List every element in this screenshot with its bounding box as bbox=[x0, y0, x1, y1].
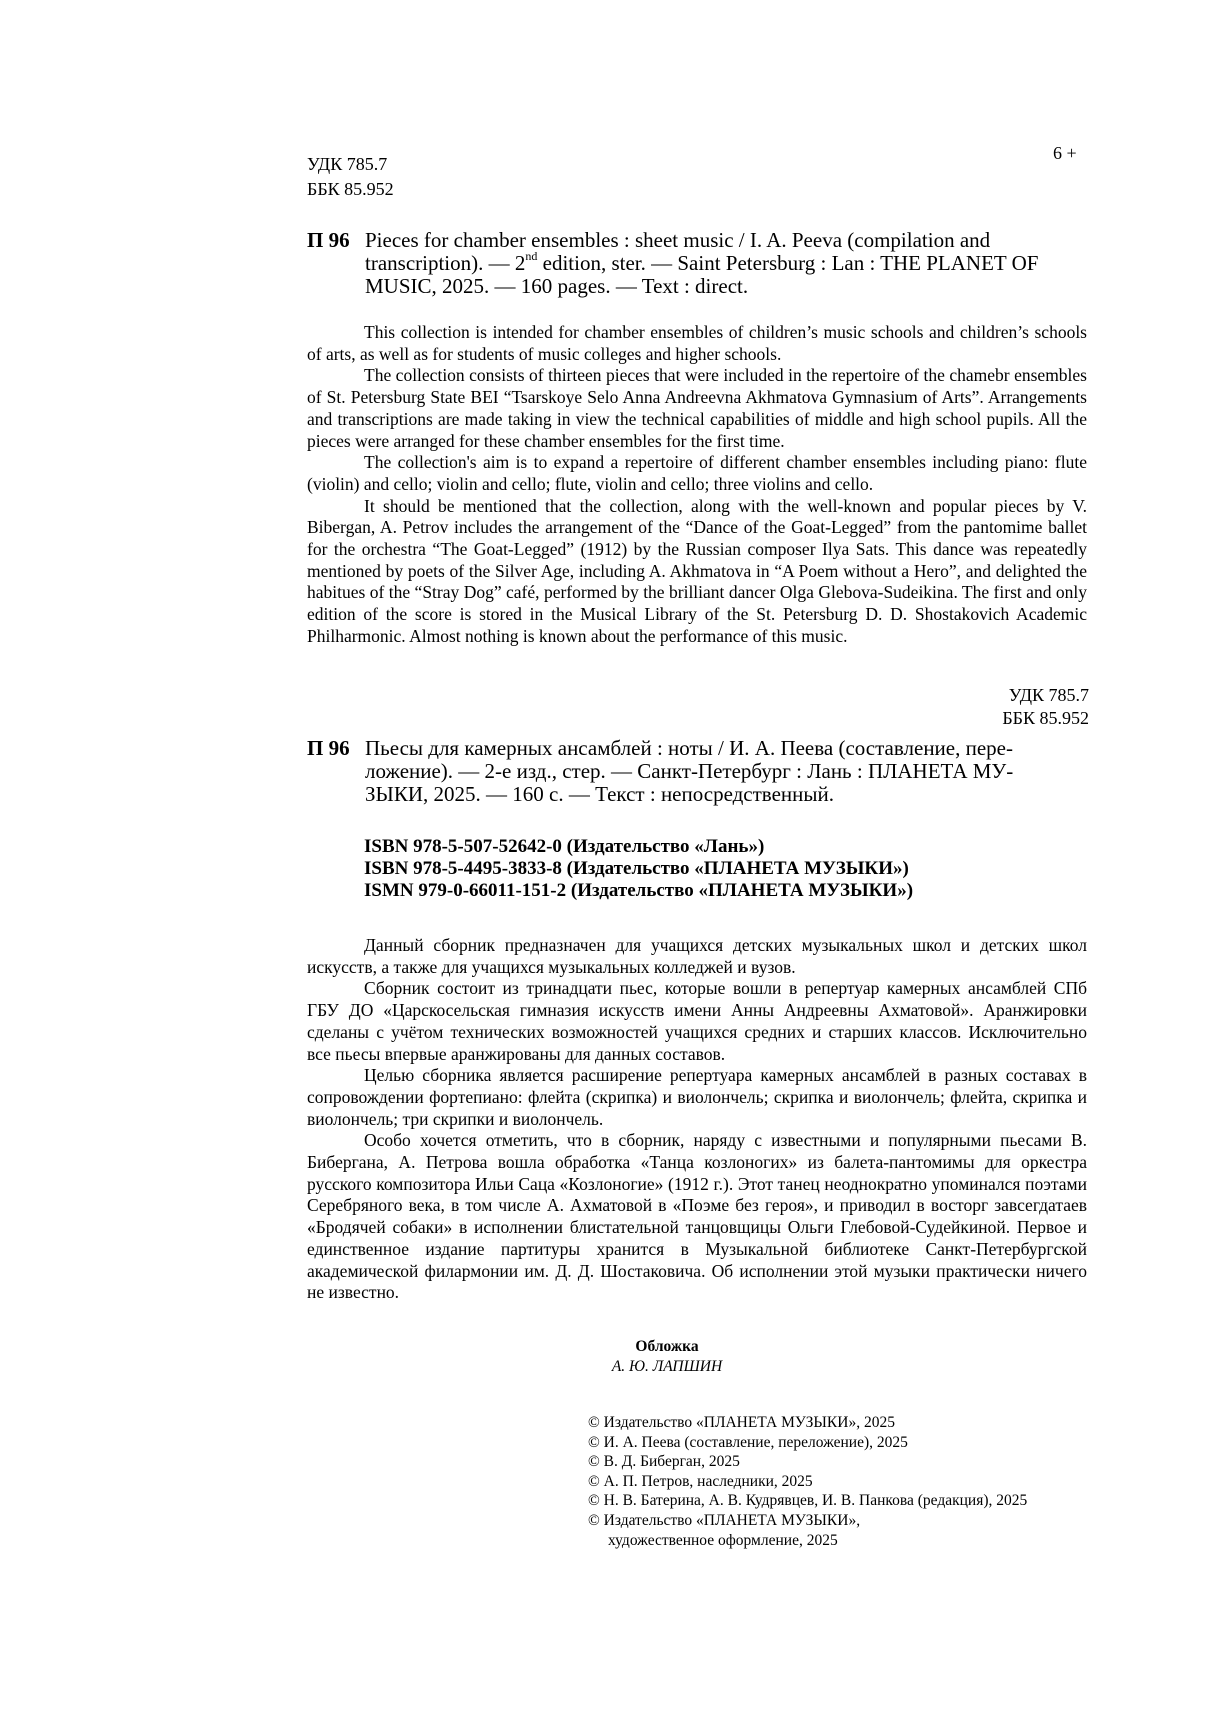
abstract-en bbox=[307, 322, 1087, 648]
abstract-paragraph: Данный сборник предназначен для учащихся детских музыкальных школ и детских школ искусств, а также для учащихся музыкальных колледжей и вузов. bbox=[307, 935, 1087, 977]
bibliographic-entry-en bbox=[307, 229, 1083, 298]
ordinal-suffix: nd bbox=[525, 249, 538, 263]
bbk-code: ББК 85.952 bbox=[1002, 708, 1089, 728]
entry-line: Pieces for chamber ensembles : sheet music / I. A. Peeva (compilation and bbox=[365, 228, 991, 252]
copyright-line: © Н. В. Батерина, А. В. Кудрявцев, И. В. Панкова (редакция), 2025 bbox=[588, 1492, 1028, 1510]
copyright-line: © И. А. Пеева (составление, переложение), 2025 bbox=[588, 1433, 908, 1451]
copyright-line: © А. П. Петров, наследники, 2025 bbox=[588, 1472, 813, 1490]
cover-credit bbox=[560, 1337, 774, 1377]
entry-line: ЗЫКИ, 2025. — 160 с. — Текст : непосредственный. bbox=[365, 782, 834, 806]
copyright-block bbox=[588, 1413, 1027, 1550]
isbn-planet: ISBN 978-5-4495-3833-8 (Издательство «ПЛАНЕТА МУЗЫКИ») bbox=[364, 858, 909, 879]
abstract-paragraph: Особо хочется отметить, что в сборник, наряду с известными и популярными пьесами В. Бибергана, А. Петрова вошла обработка «Танца козлоногих» из балета-пантомимы для оркестра русского композитора Ильи Саца «Козлоногие» (1912 г.). Этот танец неоднократно упоминался поэтами Серебряного века, в том числе А. Ахматовой в «Поэме без героя», и приводил в восторг завсегдатаев «Бродячей собаки» в исполнении блистательной танцовщицы Ольги Глебовой-Судейкиной. Первое и единственное издание партитуры хранится в Музыкальной библиотеке Санкт-Петербургской академической филармонии им. Д. Д. Шостаковича. Об исполнении этой музыки практически ничего не известно. bbox=[307, 1130, 1087, 1303]
entry-line: Пьесы для камерных ансамблей : ноты / И. А. Пеева (составление, пере- bbox=[365, 736, 1013, 760]
cover-heading: Обложка bbox=[635, 1338, 699, 1355]
classification-right bbox=[1002, 684, 1089, 730]
entry-text-part: edition, ster. — Saint Petersburg : Lan : THE PLANET OF bbox=[537, 251, 1039, 275]
abstract-paragraph: This collection is intended for chamber ensembles of children’s music schools and children’s schools of arts, as well as for students of music colleges and higher schools. bbox=[307, 322, 1087, 364]
udk-code: УДК 785.7 bbox=[307, 154, 388, 174]
abstract-ru bbox=[307, 935, 1087, 1304]
bbk-code: ББК 85.952 bbox=[307, 179, 394, 199]
udk-code: УДК 785.7 bbox=[1008, 685, 1089, 705]
bibliographic-entry-ru bbox=[307, 737, 1083, 806]
entry-line: MUSIC, 2025. — 160 pages. — Text : direct. bbox=[365, 274, 749, 298]
abstract-paragraph: The collection consists of thirteen pieces that were included in the repertoire of the chamebr ensembles of St. Petersburg State BEI “Tsarskoye Selo Anna Andreevna Akhmatova Gymnasium of Arts”. Arrangements and transcriptions are made taking in view the technical capabilities of middle and high school pupils. All the pieces were arranged for these chamber ensembles for the first time. bbox=[307, 365, 1087, 451]
copyright-line: © Издательство «ПЛАНЕТА МУЗЫКИ», bbox=[588, 1511, 861, 1529]
copyright-line: © В. Д. Бибергaн, 2025 bbox=[588, 1453, 740, 1471]
copyright-line: художественное оформление, 2025 bbox=[608, 1531, 838, 1549]
entry-text-part: transcription). — 2 bbox=[365, 251, 526, 275]
ismn-planet: ISMN 979-0-66011-151-2 (Издательство «ПЛАНЕТА МУЗЫКИ») bbox=[364, 880, 914, 901]
isbn-lan: ISBN 978-5-507-52642-0 (Издательство «Лань») bbox=[364, 836, 765, 857]
entry-text bbox=[365, 229, 1083, 298]
abstract-paragraph: Целью сборника является расширение репертуара камерных ансамблей в разных составах в сопровождении фортепиано: флейта (скрипка) и виолончель; скрипка и виолончель; флейта, скрипка и виолончель; три скрипки и виолончель. bbox=[307, 1065, 1087, 1129]
author-mark: П 96 bbox=[307, 736, 350, 760]
entry-line bbox=[365, 249, 1083, 275]
abstract-paragraph: It should be mentioned that the collection, along with the well-known and popular pieces by V. Bibergan, A. Petrov includes the arrangement of the “Dance of the Goat-Legged” from the pantomime ballet for the orchestra “The Goat-Legged” (1912) by the Russian composer Ilya Sats. This dance was repeatedly mentioned by poets of the Silver Age, including A. Akhmatova in “A Poem without a Hero”, and delighted the habitues of the “Stray Dog” café, performed by the brilliant dancer Olga Glebova-Sudeikina. The first and only edition of the score is stored in the Musical Library of the St. Petersburg D. D. Shostakovich Academic Philharmonic. Almost nothing is known about the performance of this music. bbox=[307, 495, 1087, 646]
entry-text bbox=[365, 737, 1083, 806]
age-rating: 6 + bbox=[1053, 143, 1077, 163]
isbn-block bbox=[364, 836, 913, 902]
cover-designer: А. Ю. ЛАПШИН bbox=[611, 1358, 723, 1375]
abstract-paragraph: The collection's aim is to expand a repertoire of different chamber ensembles including piano: flute (violin) and cello; violin and cello; flute, violin and cello; three violins and cello. bbox=[307, 452, 1087, 494]
copyright-line: © Издательство «ПЛАНЕТА МУЗЫКИ», 2025 bbox=[588, 1414, 895, 1431]
entry-line: ложение). — 2-е изд., стер. — Санкт-Петербург : Лань : ПЛАНЕТА МУ- bbox=[365, 759, 1014, 783]
classification-top bbox=[307, 152, 394, 202]
abstract-paragraph: Сборник состоит из тринадцати пьес, которые вошли в репертуар камерных ансамблей СПб ГБУ ДО «Царскосельская гимназия искусств имени Анны Андреевны Ахматовой». Аранжировки сделаны с учётом технических возможностей учащихся средних и старших классов. Исключительно все пьесы впервые аранжированы для данных составов. bbox=[307, 978, 1087, 1064]
author-mark: П 96 bbox=[307, 228, 350, 252]
